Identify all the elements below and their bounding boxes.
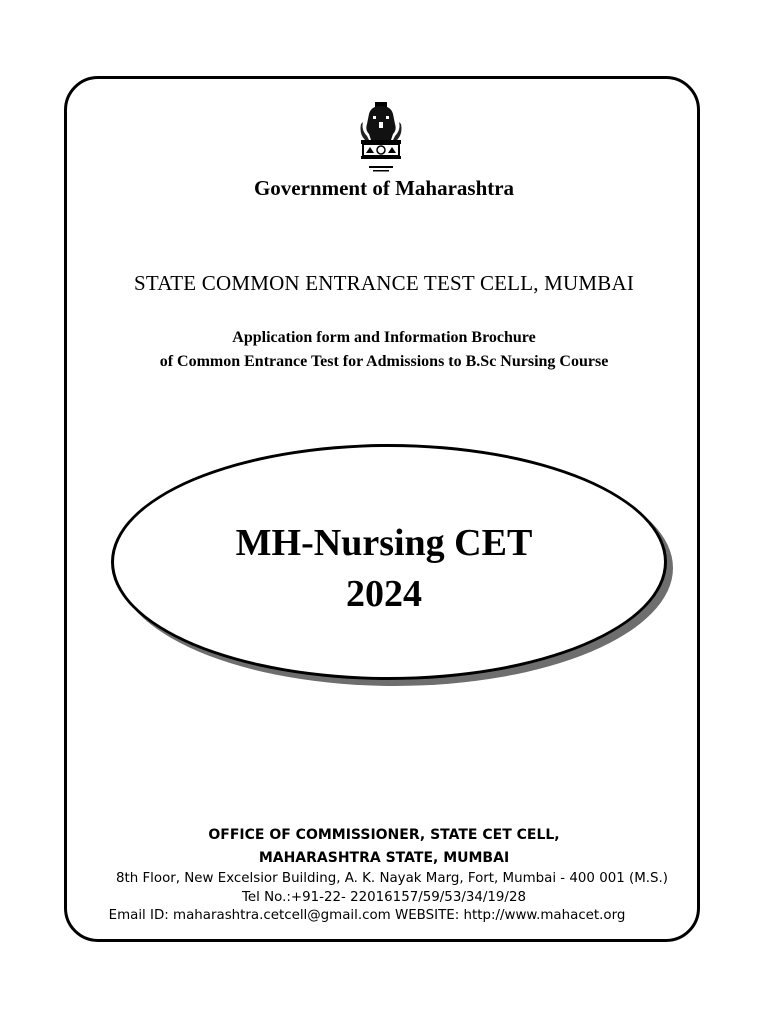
telephone-numbers: Tel No.:+91-22- 22016157/59/53/34/19/28 [242, 890, 526, 905]
exam-title: MH-Nursing CET [235, 522, 533, 564]
email-website: Email ID: maharashtra.cetcell@gmail.com WEBSITE: http://www.mahacet.org [108, 908, 626, 923]
national-emblem-icon [355, 100, 407, 176]
exam-year: 2024 [346, 573, 422, 615]
office-line-2: MAHARASHTRA STATE, MUMBAI [258, 850, 510, 866]
office-line-1: OFFICE OF COMMISSIONER, STATE CET CELL, [208, 827, 560, 843]
subtitle-line-1: Application form and Information Brochure [232, 329, 536, 346]
office-address: 8th Floor, New Excelsior Building, A. K. Nayak Marg, Fort, Mumbai - 400 001 (M.S.) [115, 871, 669, 886]
organisation-heading: STATE COMMON ENTRANCE TEST CELL, MUMBAI [133, 271, 635, 295]
government-heading: Government of Maharashtra [253, 176, 515, 200]
subtitle-line-2: of Common Entrance Test for Admissions to B.Sc Nursing Course [159, 353, 609, 370]
